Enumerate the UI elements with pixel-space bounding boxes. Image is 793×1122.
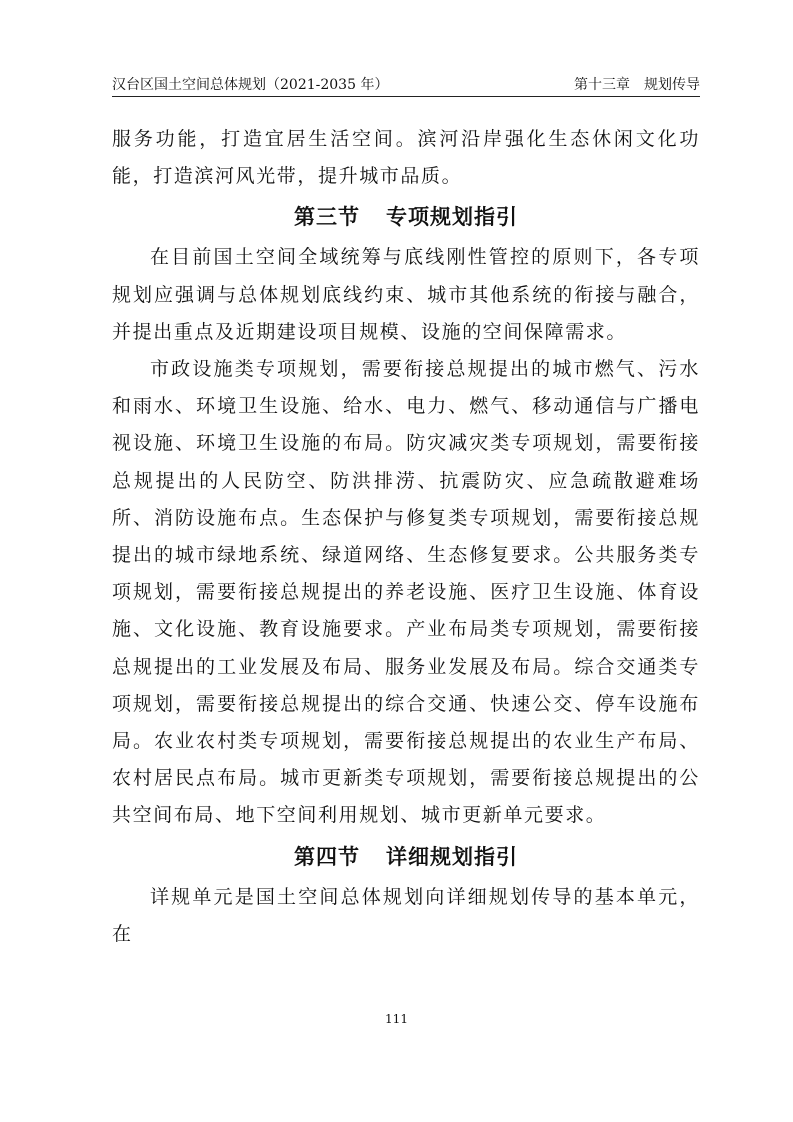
running-header — [112, 74, 700, 97]
section-title: 专项规划指引 — [386, 204, 518, 230]
paragraph: 市政设施类专项规划，需要衔接总规提出的城市燃气、污水和雨水、环境卫生设施、给水、电力、燃气、移动通信与广播电视设施、环境卫生设施的布局。防灾减灾类专项规划，需要衔接总规提出的人民防空、防洪排涝、抗震防灾、应急疏散避难场所、消防设施布点。生态保护与修复类专项规划，需要衔接总规提出的城市绿地系统、绿道网络、生态修复要求。公共服务类专项规划，需要衔接总规提出的养老设施、医疗卫生设施、体育设施、文化设施、教育设施要求。产业布局类专项规划，需要衔接总规提出的工业发展及布局、服务业发展及布局。综合交通类专项规划，需要衔接总规提出的综合交通、快速公交、停车设施布局。农业农村类专项规划，需要衔接总规提出的农业生产布局、农村居民点布局。城市更新类专项规划，需要衔接总规提出的公共空间布局、地下空间利用规划、城市更新单元要求。 — [112, 358, 700, 827]
paragraph: 详规单元是国土空间总体规划向详细规划传导的基本单元，在 — [112, 885, 700, 945]
section-number: 第三节 — [294, 204, 360, 230]
section-heading-3 — [112, 195, 700, 239]
section-heading-4 — [112, 835, 700, 879]
section-number: 第四节 — [294, 843, 360, 869]
paragraph-continued: 服务功能，打造宜居生活空间。滨河沿岸强化生态休闲文化功能，打造滨河风光带，提升城市品质。 — [112, 128, 700, 188]
header-chapter-title: 第十三章 规划传导 — [574, 77, 700, 93]
paragraph: 在目前国土空间全域统筹与底线刚性管控的原则下，各专项规划应强调与总体规划底线约束、城市其他系统的衔接与融合，并提出重点及近期建设项目规模、设施的空间保障需求。 — [112, 246, 700, 343]
header-document-title: 汉台区国土空间总体规划（2021-2035 年） — [112, 77, 389, 93]
page-body — [112, 121, 700, 953]
section-title: 详细规划指引 — [386, 843, 518, 869]
page-number: 111 — [385, 1012, 408, 1026]
